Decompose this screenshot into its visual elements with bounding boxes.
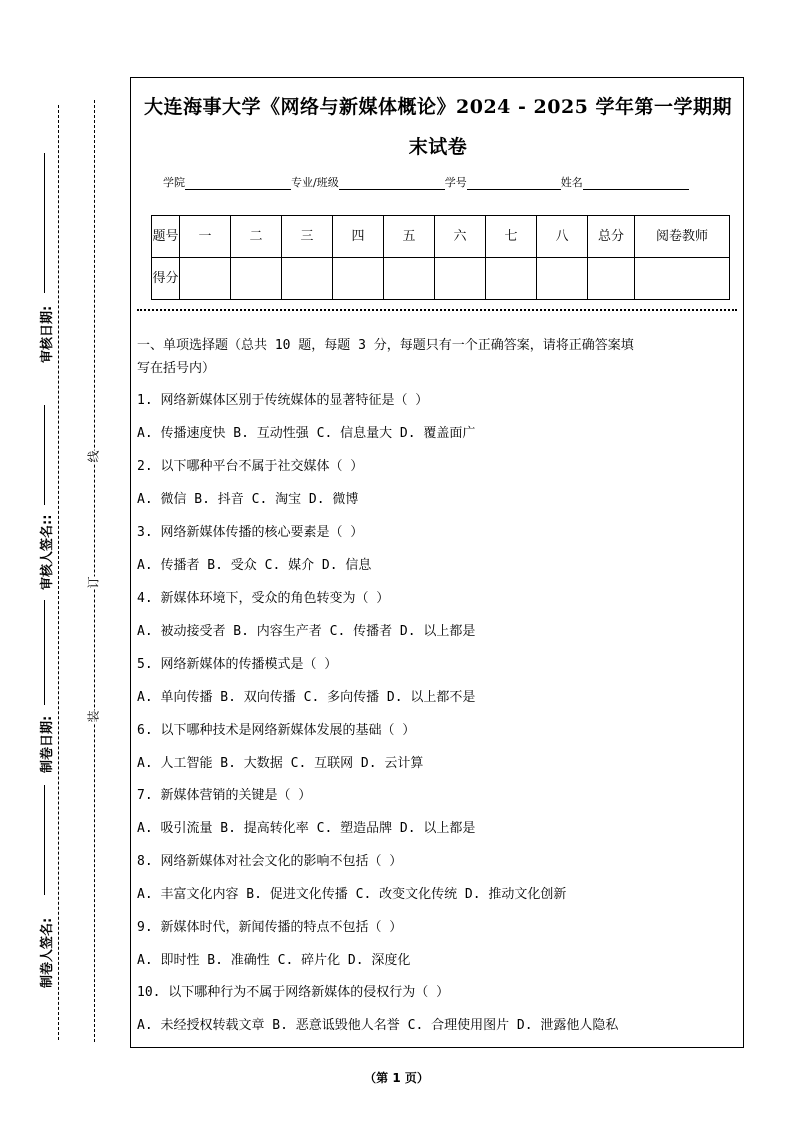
- question-text: 9. 新媒体时代，新闻传播的特点不包括（ ）: [137, 920, 403, 935]
- signature-line-setter-date: [44, 600, 45, 705]
- score-table-score-row: [152, 258, 730, 300]
- student-info-fields: [163, 174, 689, 190]
- question-text: 8. 网络新媒体对社会文化的影响不包括（ ）: [137, 854, 403, 869]
- score-cell[interactable]: [588, 258, 635, 300]
- score-header-cell: 五: [384, 216, 435, 258]
- dotted-separator: [137, 309, 737, 311]
- score-header-cell: 题号: [152, 216, 180, 258]
- question-options: A. 丰富文化内容 B. 促进文化传播 C. 改变文化传统 D. 推动文化创新: [137, 887, 567, 902]
- question-text: 7. 新媒体营销的关键是（ ）: [137, 788, 312, 803]
- score-table: [151, 215, 730, 300]
- section-heading: 一、单项选择题（总共 10 题，每题 3 分，每题只有一个正确答案，请将正确答案填: [137, 338, 634, 353]
- field-label-major-class: 专业/班级: [291, 176, 339, 189]
- question-options: A. 传播者 B. 受众 C. 媒介 D. 信息: [137, 558, 372, 573]
- binding-mark-stitch: 装: [86, 710, 101, 723]
- question-options: A. 即时性 B. 准确性 C. 碎片化 D. 深度化: [137, 953, 411, 968]
- exam-title-line1: 大连海事大学《网络与新媒体概论》2024 - 2025 学年第一学期期: [144, 96, 732, 118]
- score-cell[interactable]: [333, 258, 384, 300]
- label-reviewer-signature: 审核人签名::: [40, 514, 55, 590]
- score-cell[interactable]: [231, 258, 282, 300]
- signature-line-reviewer: [44, 405, 45, 505]
- score-table-header-row: [152, 216, 730, 258]
- field-label-student-id: 学号: [444, 176, 467, 189]
- binding-mark-line: 线: [86, 450, 101, 463]
- field-blank-name[interactable]: [583, 177, 689, 190]
- score-header-cell: 八: [537, 216, 588, 258]
- question-text: 4. 新媒体环境下，受众的角色转变为（ ）: [137, 591, 390, 606]
- field-label-name: 姓名: [560, 176, 583, 189]
- label-setter-signature: 制卷人签名:: [40, 917, 55, 988]
- exam-frame: [130, 77, 744, 1048]
- question-options: A. 单向传播 B. 双向传播 C. 多向传播 D. 以上都不是: [137, 690, 476, 705]
- score-header-cell: 阅卷教师: [635, 216, 730, 258]
- score-row-label: 得分: [152, 258, 180, 300]
- score-cell[interactable]: [435, 258, 486, 300]
- score-cell[interactable]: [537, 258, 588, 300]
- signature-line-review-date: [44, 153, 45, 293]
- question-text: 5. 网络新媒体的传播模式是（ ）: [137, 657, 338, 672]
- score-header-cell: 四: [333, 216, 384, 258]
- field-blank-major-class[interactable]: [339, 177, 445, 190]
- question-options: A. 被动接受者 B. 内容生产者 C. 传播者 D. 以上都是: [137, 624, 476, 639]
- question-options: A. 传播速度快 B. 互动性强 C. 信息量大 D. 覆盖面广: [137, 426, 476, 441]
- section-heading-cont: 写在括号内）: [137, 361, 216, 376]
- score-header-cell: 一: [180, 216, 231, 258]
- question-text: 10. 以下哪种行为不属于网络新媒体的侵权行为（ ）: [137, 985, 450, 1000]
- page-number: （第 1 页）: [364, 1071, 429, 1085]
- field-blank-college[interactable]: [185, 177, 291, 190]
- binding-dashed-line-inner: [94, 100, 95, 1042]
- field-label-college: 学院: [163, 176, 185, 189]
- score-header-cell: 七: [486, 216, 537, 258]
- binding-dashed-line-outer: [58, 105, 59, 1040]
- question-text: 2. 以下哪种平台不属于社交媒体（ ）: [137, 459, 364, 474]
- exam-title-line2: 末试卷: [408, 136, 468, 158]
- score-header-cell: 二: [231, 216, 282, 258]
- label-review-date: 审核日期:: [40, 305, 55, 363]
- question-options: A. 吸引流量 B. 提高转化率 C. 塑造品牌 D. 以上都是: [137, 821, 476, 836]
- signature-line-setter: [44, 785, 45, 895]
- score-cell[interactable]: [486, 258, 537, 300]
- score-cell[interactable]: [180, 258, 231, 300]
- score-header-cell: 六: [435, 216, 486, 258]
- field-blank-student-id[interactable]: [467, 177, 561, 190]
- score-cell[interactable]: [384, 258, 435, 300]
- score-header-cell: 三: [282, 216, 333, 258]
- question-text: 3. 网络新媒体传播的核心要素是（ ）: [137, 525, 364, 540]
- binding-mark-bind: 订: [86, 576, 101, 589]
- score-cell[interactable]: [282, 258, 333, 300]
- question-text: 1. 网络新媒体区别于传统媒体的显著特征是（ ）: [137, 393, 429, 408]
- question-text: 6. 以下哪种技术是网络新媒体发展的基础（ ）: [137, 723, 416, 738]
- label-setter-date: 制卷日期:: [40, 715, 55, 773]
- question-options: A. 未经授权转载文章 B. 恶意诋毁他人名誉 C. 合理使用图片 D. 泄露他人隐私: [137, 1018, 619, 1033]
- question-options: A. 微信 B. 抖音 C. 淘宝 D. 微博: [137, 492, 359, 507]
- score-cell[interactable]: [635, 258, 730, 300]
- question-options: A. 人工智能 B. 大数据 C. 互联网 D. 云计算: [137, 756, 424, 771]
- score-header-cell: 总分: [588, 216, 635, 258]
